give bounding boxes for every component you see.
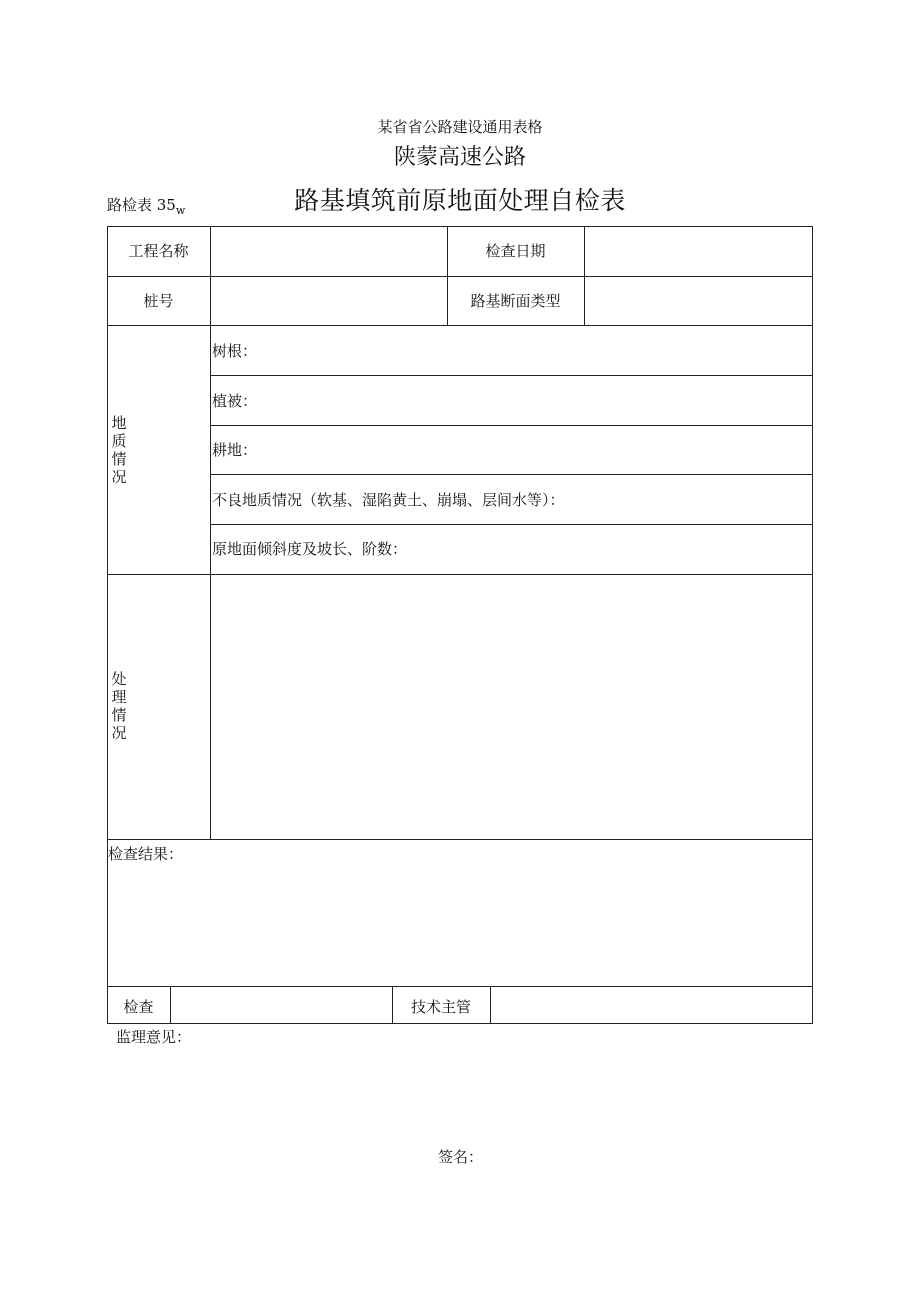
column-divider xyxy=(490,986,491,1023)
inspection-result-label: 检查结果： xyxy=(108,845,184,863)
section-type-label: 路基断面类型 xyxy=(470,292,561,310)
column-divider xyxy=(170,986,171,1023)
geology-item-tree-roots[interactable]: 树根： xyxy=(212,342,258,360)
inspector-label: 检查 xyxy=(123,998,154,1016)
treatment-section-label: 处理情况 xyxy=(111,670,127,742)
row-divider xyxy=(107,276,813,277)
row-divider xyxy=(107,574,813,575)
check-date-label: 检查日期 xyxy=(485,242,546,260)
geology-item-ground-slope[interactable]: 原地面倾斜度及坡长、阶数： xyxy=(212,540,408,558)
geology-item-adverse-geology[interactable]: 不良地质情况（软基、湿陷黄土、崩塌、层间水等）： xyxy=(212,491,565,509)
table-top-border xyxy=(107,226,813,227)
table-right-border xyxy=(812,226,813,1024)
tech-manager-label: 技术主管 xyxy=(410,998,471,1016)
row-divider xyxy=(107,839,813,840)
form-code-sub: w xyxy=(175,204,186,217)
form-title: 路基填筑前原地面处理自检表 xyxy=(294,186,626,215)
supervisor-opinion-label: 监理意见： xyxy=(116,1028,192,1046)
geology-item-farmland[interactable]: 耕地： xyxy=(212,441,258,459)
project-name-heading: 陕蒙高速公路 xyxy=(393,145,526,170)
row-divider xyxy=(210,524,813,525)
column-divider xyxy=(584,226,585,325)
row-divider xyxy=(107,986,813,987)
project-name-label: 工程名称 xyxy=(128,242,189,260)
table-left-border xyxy=(107,226,108,1024)
column-divider xyxy=(210,226,211,839)
row-divider xyxy=(210,375,813,376)
header-top-line: 某省省公路建设通用表格 xyxy=(377,118,543,136)
station-label: 桩号 xyxy=(143,292,174,310)
geology-section-label: 地质情况 xyxy=(111,414,127,486)
signature-label: 签名： xyxy=(438,1148,484,1166)
geology-item-vegetation[interactable]: 植被： xyxy=(212,392,258,410)
form-code-main: 路检表 35 xyxy=(107,196,176,214)
table-bottom-border xyxy=(107,1023,813,1024)
row-divider xyxy=(107,325,813,326)
row-divider xyxy=(210,425,813,426)
row-divider xyxy=(210,474,813,475)
